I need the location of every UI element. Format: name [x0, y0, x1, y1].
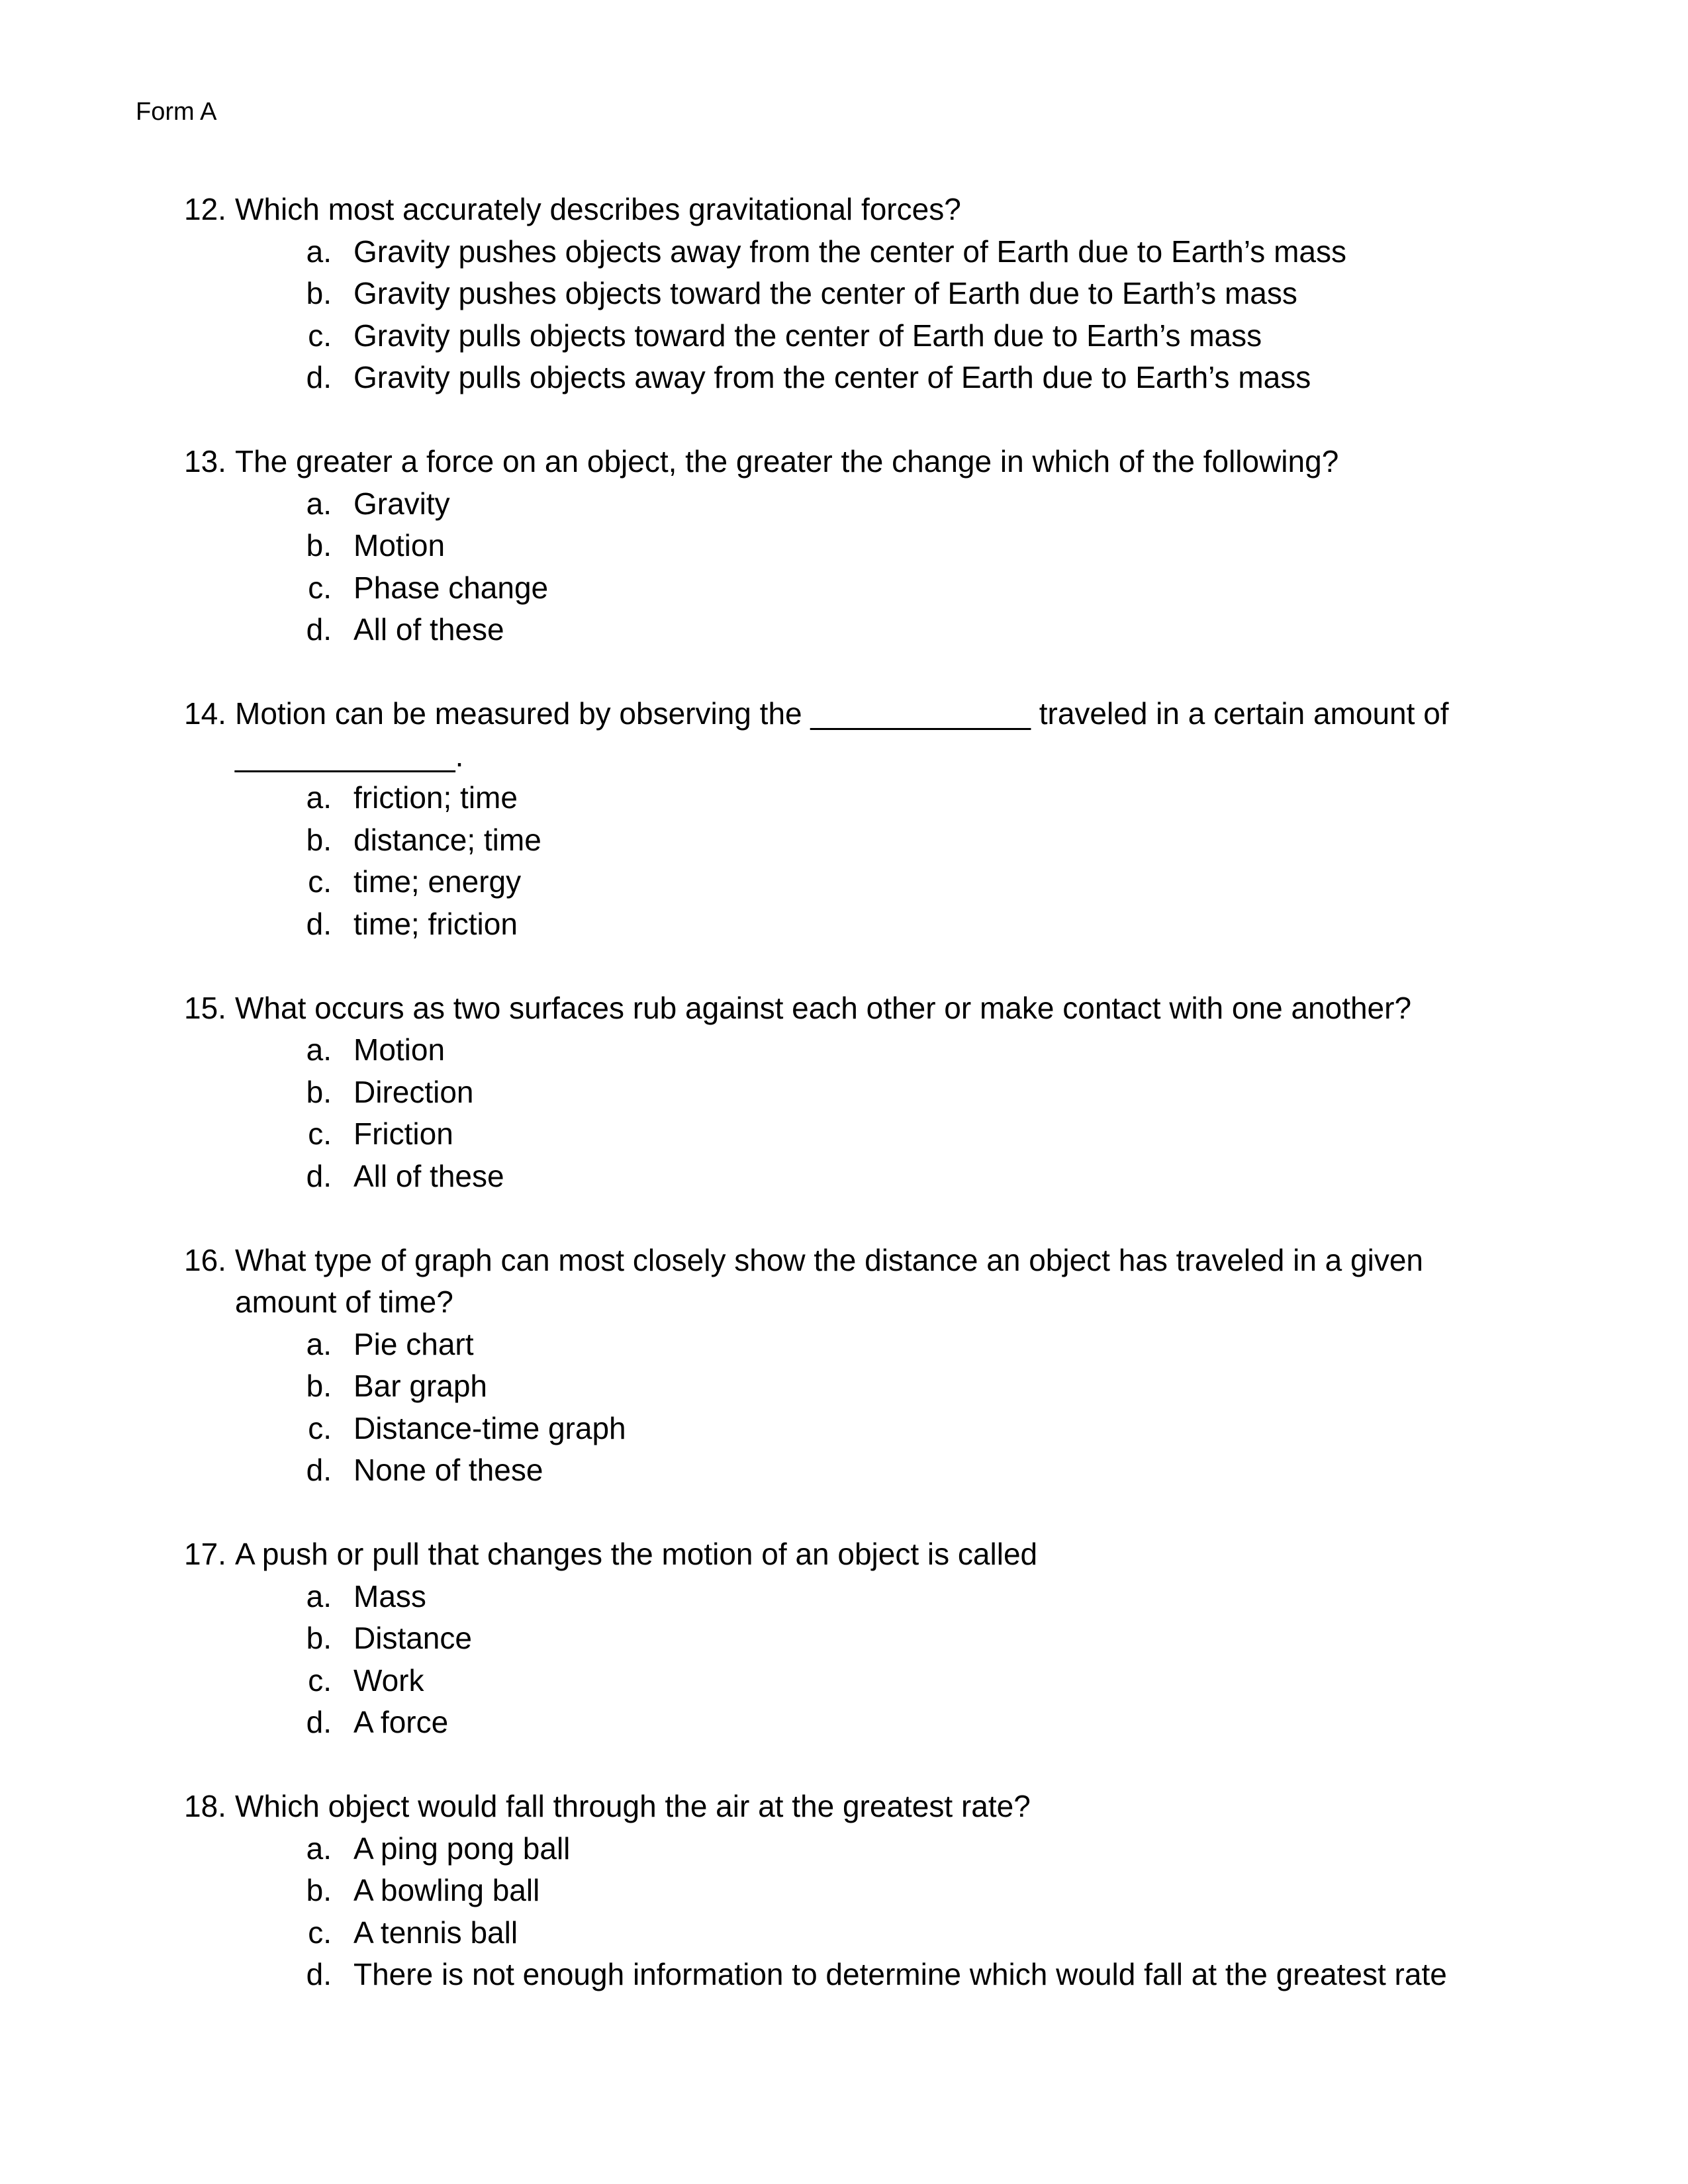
option-text: All of these: [353, 612, 504, 647]
answer-option: [283, 861, 1515, 903]
answer-option: [283, 1029, 1515, 1071]
answer-option: [283, 315, 1515, 357]
answer-option: [283, 231, 1515, 273]
option-text: friction; time: [353, 780, 518, 815]
option-text: Direction: [353, 1074, 474, 1109]
answer-options: [283, 231, 1515, 399]
answer-options: [283, 1828, 1515, 1996]
option-text: Motion: [353, 1032, 445, 1067]
option-letter: c.: [308, 318, 332, 353]
option-letter: a.: [306, 1326, 332, 1361]
option-letter: b.: [306, 528, 332, 563]
answer-option: [283, 1156, 1515, 1198]
answer-option: [283, 567, 1515, 610]
answer-option: [283, 1870, 1515, 1912]
option-letter: a.: [306, 1032, 332, 1067]
option-letter: a.: [306, 780, 332, 815]
option-text: Distance-time graph: [353, 1410, 626, 1445]
answer-option: [283, 1828, 1515, 1870]
option-text: Friction: [353, 1116, 453, 1151]
answer-option: [283, 1617, 1515, 1660]
question-text: What type of graph can most closely show the distance an object has traveled in a given amount of time?: [235, 1242, 1424, 1319]
option-letter: b.: [306, 276, 332, 310]
answer-options: [283, 777, 1515, 945]
answer-option: [283, 1576, 1515, 1618]
answer-option: [283, 903, 1515, 946]
question-stem: [184, 693, 1515, 777]
answer-option: [283, 357, 1515, 399]
answer-option: [283, 1365, 1515, 1408]
answer-option: [283, 1071, 1515, 1114]
answer-options: [283, 1324, 1515, 1492]
option-letter: a.: [306, 1831, 332, 1866]
option-letter: b.: [306, 1074, 332, 1109]
question-16: [184, 1240, 1515, 1492]
question-text: Which object would fall through the air at the greatest rate?: [235, 1789, 1031, 1823]
question-stem: [184, 1240, 1515, 1324]
option-letter: d.: [306, 1957, 332, 1991]
answer-option: [283, 525, 1515, 567]
question-stem: [184, 1533, 1515, 1576]
question-15: [184, 987, 1515, 1198]
option-letter: b.: [306, 1369, 332, 1403]
option-letter: c.: [308, 1410, 332, 1445]
question-number: 16.: [184, 1242, 226, 1277]
question-13: [184, 441, 1515, 651]
question-text: A push or pull that changes the motion of an object is called: [235, 1537, 1038, 1571]
option-text: All of these: [353, 1158, 504, 1193]
question-18: [184, 1786, 1515, 1996]
option-text: A tennis ball: [353, 1915, 518, 1950]
answer-option: [283, 1954, 1515, 1996]
answer-options: [283, 483, 1515, 651]
answer-option: [283, 1449, 1515, 1492]
option-letter: c.: [308, 570, 332, 605]
question-number: 14.: [184, 696, 226, 731]
question-number: 12.: [184, 192, 226, 226]
option-letter: d.: [306, 1705, 332, 1739]
option-text: Motion: [353, 528, 445, 563]
form-label: Form A: [136, 98, 217, 126]
option-letter: d.: [306, 1158, 332, 1193]
question-text: The greater a force on an object, the greater the change in which of the following?: [235, 444, 1339, 478]
question-stem: [184, 987, 1515, 1030]
option-text: Work: [353, 1662, 424, 1698]
answer-options: [283, 1029, 1515, 1197]
answer-options: [283, 1576, 1515, 1744]
question-number: 15.: [184, 990, 226, 1025]
answer-option: [283, 1408, 1515, 1450]
option-text: A bowling ball: [353, 1873, 540, 1907]
answer-option: [283, 609, 1515, 651]
answer-option: [283, 819, 1515, 862]
option-text: A ping pong ball: [353, 1831, 571, 1866]
answer-option: [283, 483, 1515, 525]
answer-option: [283, 1702, 1515, 1744]
answer-option: [283, 1912, 1515, 1954]
option-text: Gravity pulls objects toward the center of Earth due to Earth’s mass: [353, 318, 1262, 353]
option-letter: c.: [308, 1915, 332, 1950]
option-letter: b.: [306, 1621, 332, 1655]
answer-option: [283, 1113, 1515, 1156]
option-letter: a.: [306, 1578, 332, 1614]
option-text: There is not enough information to determine which would fall at the greatest rate: [353, 1957, 1447, 1991]
question-number: 13.: [184, 444, 226, 478]
option-letter: a.: [306, 234, 332, 269]
option-letter: d.: [306, 612, 332, 647]
question-number: 17.: [184, 1537, 226, 1571]
option-letter: c.: [308, 1116, 332, 1151]
answer-option: [283, 1324, 1515, 1366]
option-text: Gravity pushes objects toward the center of Earth due to Earth’s mass: [353, 276, 1297, 310]
answer-option: [283, 273, 1515, 315]
option-text: time; energy: [353, 864, 522, 899]
question-12: [184, 189, 1515, 399]
option-text: distance; time: [353, 822, 541, 857]
answer-option: [283, 777, 1515, 819]
option-text: Mass: [353, 1578, 426, 1614]
option-letter: b.: [306, 822, 332, 857]
option-text: time; friction: [353, 906, 518, 941]
option-text: Gravity pulls objects away from the center of Earth due to Earth’s mass: [353, 360, 1311, 394]
option-text: None of these: [353, 1453, 543, 1487]
question-14: [184, 693, 1515, 945]
answer-option: [283, 1660, 1515, 1702]
option-letter: a.: [306, 486, 332, 521]
option-text: Pie chart: [353, 1326, 474, 1361]
option-letter: b.: [306, 1873, 332, 1907]
question-text: What occurs as two surfaces rub against each other or make contact with one another?: [235, 990, 1412, 1025]
question-text: Which most accurately describes gravitational forces?: [235, 192, 961, 226]
question-stem: [184, 1786, 1515, 1828]
option-text: Gravity: [353, 486, 450, 521]
option-letter: d.: [306, 360, 332, 394]
question-list: [184, 189, 1515, 1996]
option-text: Phase change: [353, 570, 549, 605]
option-letter: d.: [306, 906, 332, 941]
option-text: A force: [353, 1705, 449, 1739]
option-letter: c.: [308, 864, 332, 899]
option-letter: c.: [308, 1662, 332, 1698]
option-text: Gravity pushes objects away from the center of Earth due to Earth’s mass: [353, 234, 1346, 269]
question-stem: [184, 441, 1515, 483]
option-text: Distance: [353, 1621, 472, 1655]
question-text: Motion can be measured by observing the _____________ traveled in a certain amount of _____________.: [235, 696, 1449, 773]
question-17: [184, 1533, 1515, 1744]
question-number: 18.: [184, 1789, 226, 1823]
option-text: Bar graph: [353, 1369, 488, 1403]
option-letter: d.: [306, 1453, 332, 1487]
question-stem: [184, 189, 1515, 231]
